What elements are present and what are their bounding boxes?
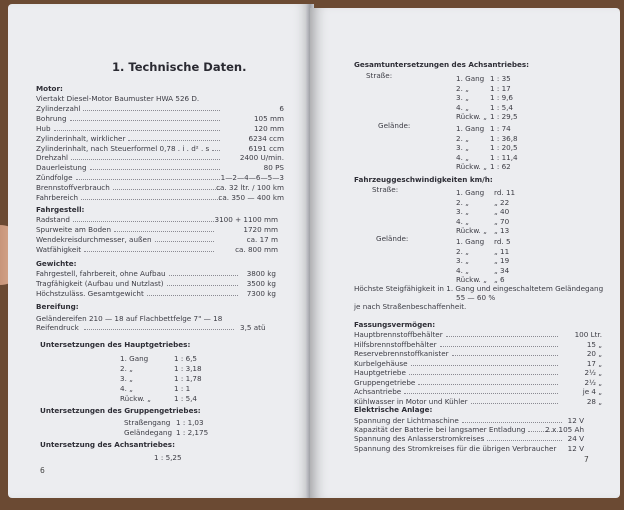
dot-leader (71, 153, 220, 160)
row-value: 24 V (567, 434, 584, 444)
gear-value: 1 : 2,175 (176, 428, 209, 437)
gear-value: 1 : 1 (174, 384, 191, 393)
dot-leader (212, 144, 220, 151)
row-value: ca. 32 ltr. / 100 km (216, 183, 284, 193)
section-heading-elektr: Elektrische Anlage: (354, 405, 433, 414)
gear-label: 4. „ (456, 216, 469, 226)
dot-leader (452, 349, 558, 356)
gear-value: „ 11 (494, 246, 510, 256)
row-label: Drehzahl (36, 153, 69, 163)
row-value: 2½ „ (584, 377, 602, 387)
row-value: ca. 800 mm (235, 245, 278, 254)
row-label: Reservebrennstoffkanister (354, 349, 449, 358)
row-value: 20 „ (586, 349, 602, 358)
gear-label: Rückw. „ (456, 112, 487, 122)
row-label: Radstand (36, 215, 70, 224)
gear-label: 2. „ (120, 364, 133, 373)
row-value: 120 mm (253, 123, 284, 133)
dot-leader (90, 163, 220, 170)
gear-value: rd. 11 (494, 188, 516, 197)
reifendruck-label: Reifendruck (36, 323, 79, 332)
section-heading-gesamt: Gesamtuntersetzungen des Achsantriebes: (354, 60, 530, 69)
row-label: Hauptbrennstoffbehälter (354, 330, 443, 339)
gear-label: 1. Gang (456, 188, 485, 197)
row-value: ca. 350 — 400 km (218, 193, 284, 202)
row-value: 3800 kg (246, 269, 276, 278)
left-page (8, 4, 310, 498)
gear-label: 4. „ (456, 265, 469, 275)
row-value: 6234 ccm (248, 133, 284, 143)
row-label: Hilfsbrennstoffbehälter (354, 339, 437, 349)
section-heading-gruppen: Untersetzungen des Gruppengetriebes: (40, 406, 201, 415)
dot-leader (471, 397, 558, 404)
gear-label: 1. Gang (120, 354, 149, 363)
section-heading-fassung: Fassungsvermögen: (354, 320, 436, 329)
row-label: Hub (36, 123, 51, 133)
achs-value: 1 : 5,25 (154, 453, 182, 462)
section-heading-bereifung: Bereifung: (36, 302, 79, 311)
row-label: Spannung des Anlasserstromkreises (354, 434, 485, 444)
gear-label: 4. „ (456, 152, 469, 162)
row-value: ca. 17 m (246, 235, 278, 244)
row-label: Spurweite am Boden (36, 225, 112, 234)
gear-value: „ 22 (494, 197, 510, 207)
row-value: 6 (279, 103, 284, 113)
row-label: Kapazität der Batterie bei langsamer Entladung (354, 425, 526, 435)
reifendruck-value: 3,5 atü (240, 323, 266, 332)
row-label: Watfähigkeit (36, 245, 82, 254)
dot-leader (411, 359, 558, 366)
dot-leader (76, 173, 220, 180)
gear-value: 1 : 74 (490, 124, 511, 133)
gear-value: „ 6 (494, 275, 505, 285)
gear-label: 3. „ (456, 256, 469, 266)
gelaende-label: Gelände: (378, 121, 411, 130)
gear-value: 1 : 5,4 (174, 394, 197, 403)
gear-value: „ 70 (494, 216, 510, 226)
bereifung-line: Geländereifen 210 — 18 auf Flachbettfelge 7" — 18 (36, 314, 223, 323)
dot-leader (70, 114, 220, 121)
steig-line-3: je nach Straßenbeschaffenheit. (354, 302, 467, 311)
row-label: Hauptgetriebe (354, 368, 406, 377)
dot-leader (409, 368, 558, 375)
row-value: 2 x 105 Ah (545, 425, 584, 435)
dot-leader (155, 235, 214, 242)
dot-leader (54, 124, 220, 131)
page-title: 1. Technische Daten. (112, 60, 247, 74)
gear-value: 1 : 1,78 (174, 374, 202, 383)
dot-leader (169, 269, 238, 276)
row-value: 15 „ (586, 339, 602, 349)
row-value: 1720 mm (243, 225, 278, 234)
row-value: 28 „ (586, 396, 602, 406)
row-label: Zylinderinhalt, wirklicher (36, 133, 126, 143)
row-label: Kühlwasser in Motor und Kühler (354, 396, 468, 406)
gear-label: 2. „ (456, 83, 469, 93)
row-value: 3500 kg (246, 279, 276, 288)
gear-label: 2. „ (456, 246, 469, 256)
dot-leader (128, 134, 220, 141)
row-value: 1—2—4—6—5—3 (220, 173, 284, 183)
dot-leader (404, 387, 558, 394)
dot-leader (440, 340, 558, 347)
gear-label: Rückw. „ (456, 275, 487, 285)
gear-label: 4. „ (120, 384, 133, 393)
dot-leader (84, 245, 214, 252)
row-label: Tragfähigkeit (Aufbau und Nutzlast) (36, 279, 164, 288)
dot-leader (81, 193, 220, 200)
section-heading-achs: Untersetzung des Achsantriebes: (40, 440, 175, 449)
row-value: 6191 ccm (248, 143, 284, 153)
gear-value: „ 40 (494, 207, 510, 217)
dot-leader (418, 378, 558, 385)
row-label: Bohrung (36, 113, 67, 123)
row-label: Achsantriebe (354, 387, 402, 396)
steig-line-2: 55 — 60 % (456, 293, 496, 302)
gear-value: „ 19 (494, 256, 510, 266)
row-value: 12 V (567, 416, 584, 425)
gear-label: 3. „ (456, 207, 469, 217)
gear-value: 1 : 17 (490, 83, 511, 93)
row-value: 80 PS (263, 163, 284, 173)
row-label: Wendekreisdurchmesser, außen (36, 235, 152, 244)
gear-label: 2. „ (456, 133, 469, 143)
gear-label: 1. Gang (456, 74, 485, 83)
row-value: 7300 kg (246, 289, 276, 298)
gear-value: 1 : 5,4 (490, 102, 513, 112)
gear-value: „ 34 (494, 265, 510, 275)
gear-value: 1 : 1,03 (176, 418, 204, 427)
row-label: Dauerleistung (36, 163, 87, 173)
row-value: 100 Ltr. (574, 330, 602, 339)
gear-value: „ 13 (494, 226, 510, 236)
gear-value: 1 : 6,5 (174, 354, 197, 363)
gear-label: 1. Gang (456, 237, 485, 246)
section-heading-geschw: Fahrzeuggeschwindigkeiten km/h: (354, 175, 493, 184)
gear-value: rd. 5 (494, 237, 511, 246)
gear-label: 2. „ (456, 197, 469, 207)
row-value: je 4 „ (582, 387, 602, 396)
gear-value: 1 : 11,4 (490, 152, 518, 162)
row-label: Zündfolge (36, 173, 73, 183)
gear-label: Geländegang (124, 428, 173, 437)
dot-leader (487, 434, 562, 441)
section-heading-fahrgestell: Fahrgestell: (36, 205, 85, 214)
section-heading-haupt: Untersetzungen des Hauptgetriebes: (40, 340, 191, 349)
right-page (310, 8, 620, 498)
section-heading-gewichte: Gewichte: (36, 259, 77, 268)
gear-label: Rückw. „ (120, 394, 151, 403)
strasse-label: Straße: (366, 71, 393, 80)
row-label: Spannung der Lichtmaschine (354, 416, 459, 425)
row-label: Brennstoffverbrauch (36, 183, 110, 193)
gear-value: 1 : 20,5 (490, 143, 518, 153)
row-label: Gruppengetriebe (354, 377, 416, 387)
dot-leader (462, 416, 562, 423)
row-label: Zylinderzahl (36, 103, 81, 113)
steig-line-1: Höchste Steigfähigkeit in 1. Gang und eingeschaltetem Geländegang (354, 284, 604, 293)
gear-label: 3. „ (120, 374, 133, 383)
row-label: Kurbelgehäuse (354, 358, 408, 368)
gear-label: 1. Gang (456, 124, 485, 133)
dot-leader (73, 215, 214, 222)
geschw-gelaende-label: Gelände: (376, 234, 409, 243)
row-label: Viertakt Diesel-Motor Baumuster HWA 526 D. (36, 94, 200, 103)
page-number: 6 (40, 466, 45, 475)
gear-value: 1 : 9,6 (490, 93, 513, 103)
row-label: Fahrbereich (36, 193, 79, 202)
gear-label: 3. „ (456, 143, 469, 153)
gear-value: 1 : 62 (490, 162, 511, 172)
dot-leader (167, 279, 238, 286)
dot-leader (83, 104, 220, 111)
row-value: 3100 + 1100 mm (214, 215, 278, 224)
gear-label: Straßengang (124, 418, 171, 427)
page-number: 7 (584, 455, 589, 464)
gear-value: 1 : 35 (490, 74, 511, 83)
dot-leader (113, 183, 220, 190)
gear-value: 1 : 29,5 (490, 112, 518, 122)
gear-value: 1 : 36,8 (490, 133, 518, 143)
row-value: 12 V (567, 443, 584, 453)
dot-leader (446, 330, 558, 337)
row-value: 2400 U/min. (239, 153, 284, 163)
row-label: Höchstzuläss. Gesamtgewicht (36, 289, 144, 298)
dot-leader (114, 225, 214, 232)
row-value: 2½ „ (584, 368, 602, 377)
dot-leader (147, 289, 238, 296)
section-heading-motor: Motor: (36, 84, 63, 93)
row-label: Zylinderinhalt, nach Steuerformel 0,78 . i . d² . s (36, 143, 210, 153)
row-value: 17 „ (586, 358, 602, 368)
gear-value: 1 : 3,18 (174, 364, 202, 373)
dot-leader (84, 323, 234, 330)
gear-label: 3. „ (456, 93, 469, 103)
gear-label: 4. „ (456, 102, 469, 112)
row-label: Fahrgestell, fahrbereit, ohne Aufbau (36, 269, 166, 278)
row-value: 105 mm (253, 113, 284, 123)
row-label: Spannung des Stromkreises für die übrigen Verbraucher (354, 443, 557, 453)
gear-label: Rückw. „ (456, 162, 487, 172)
geschw-strasse-label: Straße: (372, 185, 399, 194)
gear-label: Rückw. „ (456, 226, 487, 236)
